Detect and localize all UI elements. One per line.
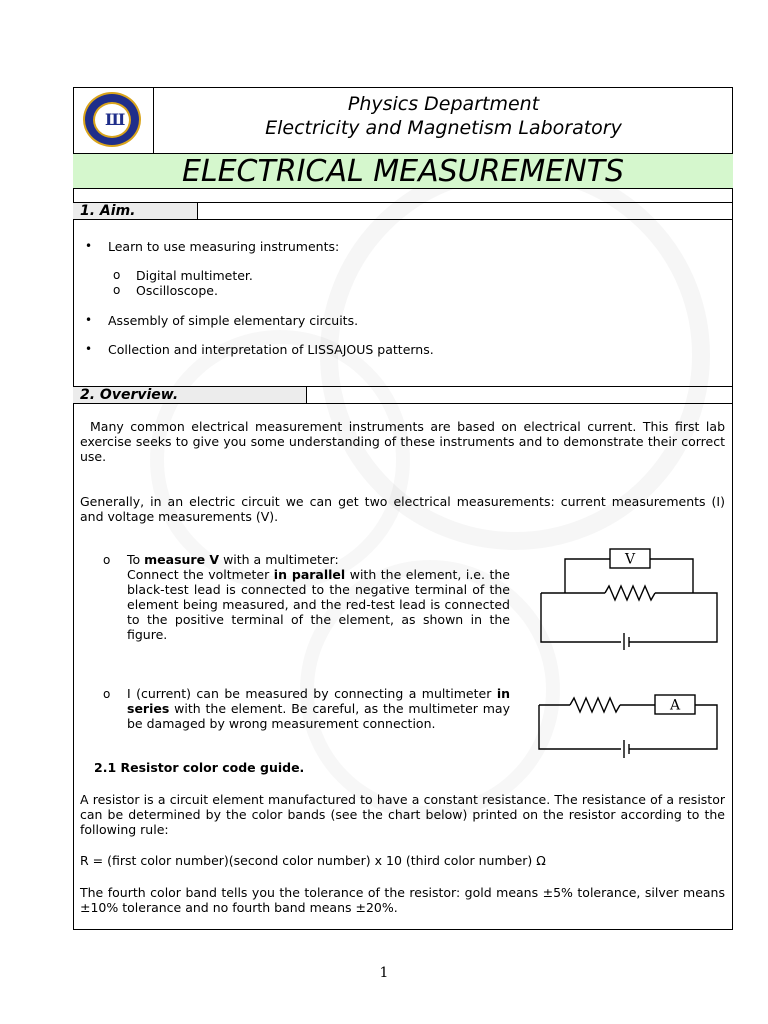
text-run: with the element, i.e. the black-test lead is connected to the negative terminal of the element being measured, and the red-test lead is connected to the positive terminal of the element, as shown in the figure. — [127, 567, 510, 642]
circuit-wire — [629, 593, 717, 642]
resistor-paragraph-2: The fourth color band tells you the tolerance of the resistor: gold means ±5% tolerance, silver means ±10% tolerance and no fourth band means ±20%. — [80, 885, 725, 915]
aim-item-3: Collection and interpretation of LISSAJOUS patterns. — [108, 342, 434, 357]
laboratory-name: Electricity and Magnetism Laboratory — [265, 117, 622, 139]
text-run: Connect the voltmeter — [127, 567, 274, 582]
resistor-formula: R = (first color number)(second color number) x 10 (third color number) Ω — [80, 853, 546, 868]
text-run: with the element. Be careful, as the multimeter may be damaged by wrong measurement connection. — [127, 701, 510, 731]
measure-i-text — [127, 686, 510, 731]
logo-emblem-icon: Ш — [105, 110, 126, 129]
section-heading-overview: 2. Overview. — [73, 387, 307, 403]
circuit-wire — [541, 593, 621, 642]
aim-subitem-2: Oscilloscope. — [136, 283, 218, 298]
text-run-bold: measure V — [144, 552, 220, 567]
department-name: Physics Department — [347, 93, 540, 115]
bullet-icon: • — [85, 239, 93, 253]
resistor-paragraph-1: A resistor is a circuit element manufactured to have a constant resistance. The resistance of a resistor can be determined by the color bands (see the chart below) printed on the resistor according to the following rule: — [80, 792, 725, 837]
overview-paragraph-1: Many common electrical measurement instruments are based on electrical current. This first lab exercise seeks to give you some understanding of these instruments and to demonstrate their correct use. — [80, 419, 725, 464]
logo-inner — [93, 102, 131, 138]
bullet-icon: • — [85, 313, 93, 327]
circuit-wire — [650, 559, 693, 593]
overview-paragraph-2: Generally, in an electric circuit we can get two electrical measurements: current measurements (I) and voltage measurements (V). — [80, 494, 725, 524]
measure-v-text — [127, 552, 510, 642]
sub-bullet-icon: o — [113, 268, 121, 282]
text-run: with a multimeter: — [219, 552, 339, 567]
sub-bullet-icon: o — [103, 553, 111, 567]
sub-bullet-icon: o — [113, 283, 121, 297]
subsection-heading-resistor: 2.1 Resistor color code guide. — [94, 760, 305, 775]
sub-bullet-icon: o — [103, 687, 111, 701]
circuit-wire — [565, 559, 610, 593]
aim-subitem-1: Digital multimeter. — [136, 268, 253, 283]
resistor-icon — [605, 586, 655, 600]
text-run: I (current) can be measured by connecting a multimeter — [127, 686, 497, 701]
ammeter-circuit-diagram — [535, 690, 725, 760]
logo-cell — [73, 87, 154, 153]
university-logo — [83, 92, 141, 147]
resistor-icon — [570, 698, 620, 712]
ammeter-symbol: A — [669, 697, 681, 714]
text-run: To — [127, 552, 145, 567]
text-run-bold: in parallel — [273, 567, 346, 582]
aim-item-2: Assembly of simple elementary circuits. — [108, 313, 359, 328]
document-title: ELECTRICAL MEASUREMENTS — [73, 153, 733, 189]
page-header — [154, 87, 733, 153]
voltmeter-symbol: V — [624, 551, 636, 568]
voltmeter-circuit-diagram — [535, 545, 725, 650]
text-run-bold: in series — [127, 686, 510, 716]
section-heading-bar — [73, 386, 733, 404]
page-number: 1 — [379, 965, 389, 981]
aim-item-1: Learn to use measuring instruments: — [108, 239, 340, 254]
section-heading-aim: 1. Aim. — [73, 203, 198, 219]
bullet-icon: • — [85, 342, 93, 356]
section-heading-bar — [73, 202, 733, 220]
